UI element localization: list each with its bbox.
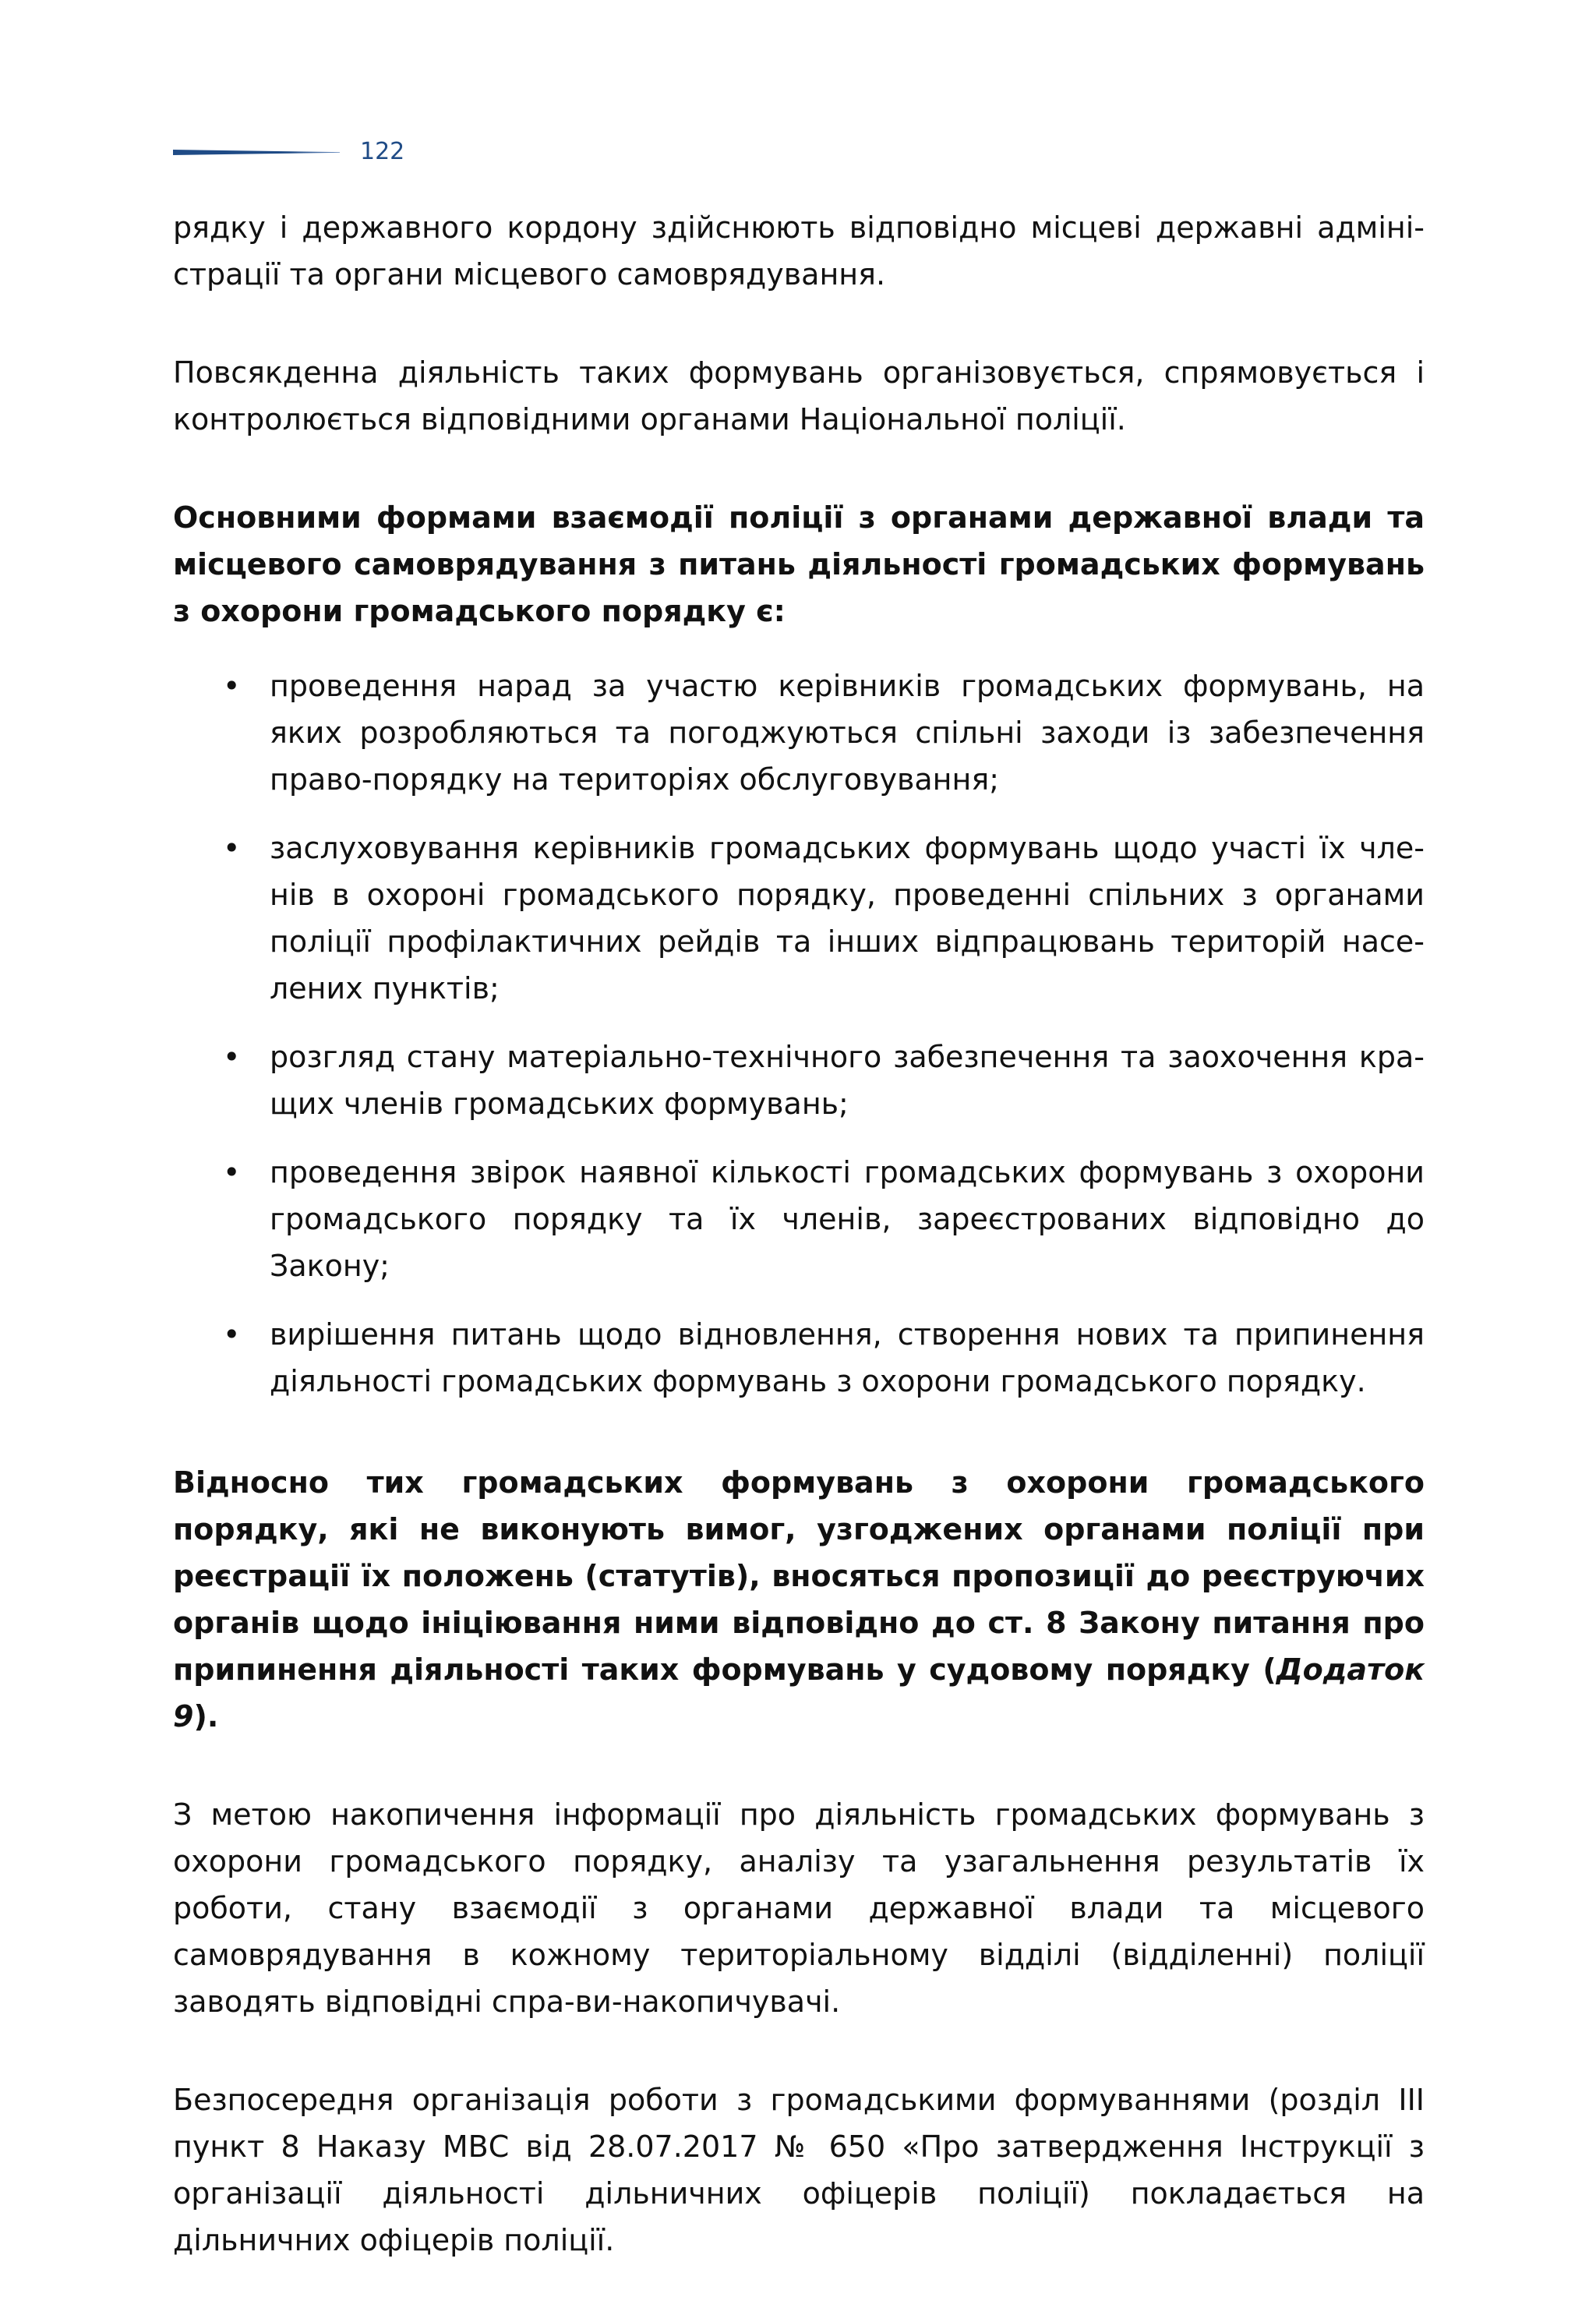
forms-bullet-list [173,663,1425,1405]
paragraph-4-bold [173,1459,1425,1740]
list-item-text: проведення звірок наявної кількості громадських формувань з охорони громадського порядку та їх членів, зареєстрованих відповідно до Закону; [270,1155,1425,1283]
bullet-icon: • [223,1155,241,1189]
paragraph-3-bold-heading: Основними формами взаємодії поліції з органами державної влади та місцевого самоврядування з питань діяльності громадських формувань з охорони громадського порядку є: [173,500,1425,628]
page-header [173,133,485,171]
paragraph-6: Безпосередня організація роботи з громадськими формуваннями (розділ ІІІ пункт 8 Наказу МВС від 28.07.2017 № 650 «Про затвердження Інструкції з організації діяльності дільничних офіцерів поліції) покладається на дільничних офіцерів поліції. [173,2083,1425,2257]
list-item [173,825,1425,1012]
annex-ref-open: ( [1249,1652,1276,1687]
bullet-icon: • [223,831,241,865]
list-item-text: розгляд стану матеріально-технічного забезпечення та заохочення кра-щих членів громадських формувань; [270,1040,1425,1121]
paragraph-5: З метою накопичення інформації про діяльність громадських формувань з охорони громадського порядку, аналізу та узагальнення результатів їх роботи, стану взаємодії з органами державної влади та місцевого самоврядування в кожному територіальному відділі (відділенні) поліції заводять відповідні спра-ви-накопичувачі. [173,1797,1425,2019]
paragraph-1: рядку і державного кордону здійснюють відповідно місцеві державні адміні-страції та органи місцевого самоврядування. [173,210,1425,292]
list-item [173,1149,1425,1289]
header-rule [173,150,340,155]
page-content [173,204,1425,2315]
paragraph-4-text: Відносно тих громадських формувань з охорони громадського порядку, які не виконують вимог, узгоджених органами поліції при реєстрації їх положень (статутів), вносяться пропозиції до реєструючих органів щодо ініціювання ними відповідно до ст. 8 Закону питання про припинення діяльності таких формувань у судовому порядку [173,1465,1425,1687]
bullet-icon: • [223,1317,241,1352]
bullet-icon: • [223,1040,241,1074]
annex-reference: Додаток 9 [173,1652,1425,1734]
list-item-text: заслуховування керівників громадських формувань щодо участі їх чле-нів в охороні громадського порядку, проведенні спільних з органами поліції профілактичних рейдів та інших відпрацювань територій насе-лених пунктів; [270,831,1425,1006]
list-item-text: вирішення питань щодо відновлення, створення нових та припинення діяльності громадських формувань з охорони громадського порядку. [270,1317,1425,1398]
list-item-text: проведення нарад за участю керівників громадських формувань, на яких розробляються та погоджуються спільні заходи із забезпечення право-порядку на територіях обслуговування; [270,669,1425,797]
bullet-icon: • [223,669,241,703]
list-item [173,1311,1425,1405]
page-number: 122 [360,138,405,165]
list-item [173,1034,1425,1127]
annex-ref-close: ). [193,1699,219,1734]
paragraph-2: Повсякденна діяльність таких формувань організовується, спрямовується і контролюється відповідними органами Національної поліції. [173,355,1425,436]
list-item [173,663,1425,803]
